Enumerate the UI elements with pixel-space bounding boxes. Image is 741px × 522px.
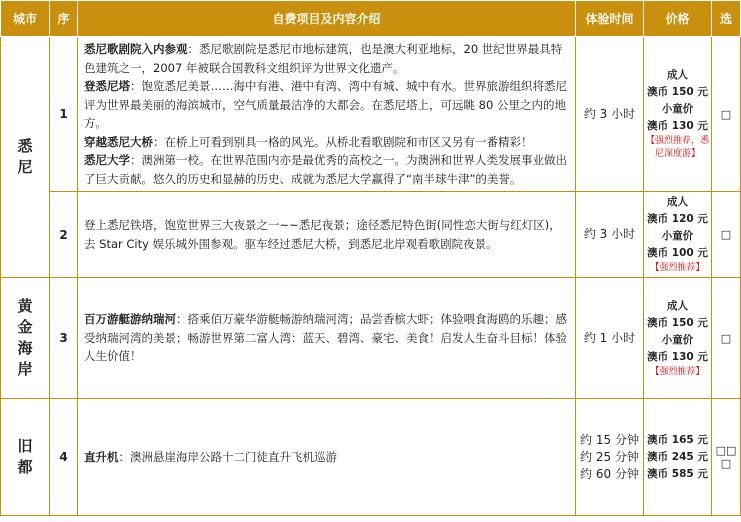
header-price: 价格 xyxy=(644,1,712,37)
seq-cell: 3 xyxy=(50,278,78,399)
header-time: 体验时间 xyxy=(576,1,644,37)
price-cell: 澳币 165 元 澳币 245 元 澳币 585 元 xyxy=(644,399,712,516)
item-sydney-tower: 登悉尼塔：饱览悉尼美景……海中有港、港中有湾、湾中有城、城中有水。世界旅游组织将悉尼评为世界最美丽的海滨城市，空气质量最洁净的大都会。在悉尼塔上，可远眺 80 公里之内的地方。 xyxy=(84,79,567,130)
recommend-note: 【强烈推荐，悉尼深度游】 xyxy=(645,136,709,159)
select-checkbox[interactable]: □ xyxy=(712,37,741,192)
table-header-row xyxy=(1,1,741,37)
city-name: 旧都 xyxy=(17,437,33,476)
city-name: 悉尼 xyxy=(17,137,33,176)
select-checkbox[interactable]: □ xyxy=(712,192,741,278)
header-seq: 序 xyxy=(50,1,78,37)
table-row xyxy=(1,192,741,278)
table-row xyxy=(1,399,741,516)
item-sydney-uni: 悉尼大学：澳洲第一校。在世界范围内亦是最优秀的高校之一。为澳洲和世界人类发展事业做出了巨大贡献。悠久的历史和显赫的历史、成就为悉尼大学赢得了“南半球牛津”的美誉。 xyxy=(84,153,567,186)
city-cell xyxy=(1,278,50,399)
select-checkbox[interactable]: □ xyxy=(712,278,741,399)
content-cell: 百万游艇游纳瑞河：搭乘佰万豪华游艇畅游纳瑞河湾；品尝香槟大虾；体验喂食海鸥的乐趣；感受纳瑞河湾的美景；畅游世界第二富人湾：蓝天、碧湾、豪宅、美食！启发人生奋斗目标！体验人生价值！ xyxy=(78,278,576,399)
city-cell xyxy=(1,399,50,516)
time-cell: 约 3 小时 xyxy=(576,37,644,192)
header-select: 选 xyxy=(712,1,741,37)
header-content: 自费项目及内容介绍 xyxy=(78,1,576,37)
content-cell xyxy=(78,37,576,192)
content-cell: 登上悉尼铁塔，饱览世界三大夜景之一~~悉尼夜景；途径悉尼特色街(同性恋大街与红灯区)，去 Star City 娱乐城外围参观。驱车经过悉尼大桥，到悉尼北岸观看歌剧院夜景。 xyxy=(78,192,576,278)
time-cell: 约 3 小时 xyxy=(576,192,644,278)
table-row xyxy=(1,37,741,192)
time-cell: 约 1 小时 xyxy=(576,278,644,399)
item-opera-house: 悉尼歌剧院入内参观：悉尼歌剧院是悉尼市地标建筑，也是澳大利亚地标，20 世纪世界最具特色建筑之一，2007 年被联合国教科文组织评为世界文化遗产。 xyxy=(84,42,563,75)
item-harbour-bridge: 穿越悉尼大桥：在桥上可看到别具一格的风光。从桥北看歌剧院和市区又另有一番精彩！ xyxy=(84,134,533,149)
seq-cell: 1 xyxy=(50,37,78,192)
seq-cell: 4 xyxy=(50,399,78,516)
time-cell: 约 15 分钟 约 25 分钟 约 60 分钟 xyxy=(576,399,644,516)
table-row xyxy=(1,278,741,399)
price-cell: 成人 澳币 150 元 小童价 澳币 130 元 【强烈推荐，悉尼深度游】 xyxy=(644,37,712,192)
header-city: 城市 xyxy=(1,1,50,37)
price-cell: 成人 澳币 120 元 小童价 澳币 100 元 【强烈推荐】 xyxy=(644,192,712,278)
select-checkbox[interactable]: □□ □ xyxy=(712,399,741,516)
price-cell: 成人 澳币 150 元 小童价 澳币 130 元 【强烈推荐】 xyxy=(644,278,712,399)
recommend-note: 【强烈推荐】 xyxy=(650,366,705,377)
recommend-note: 【强烈推荐】 xyxy=(650,263,705,273)
city-cell xyxy=(1,37,50,278)
content-cell: 直升机：澳洲悬崖海岸公路十二门徒直升飞机巡游 xyxy=(78,399,576,516)
seq-cell: 2 xyxy=(50,192,78,278)
city-name: 黄金海岸 xyxy=(17,297,33,378)
